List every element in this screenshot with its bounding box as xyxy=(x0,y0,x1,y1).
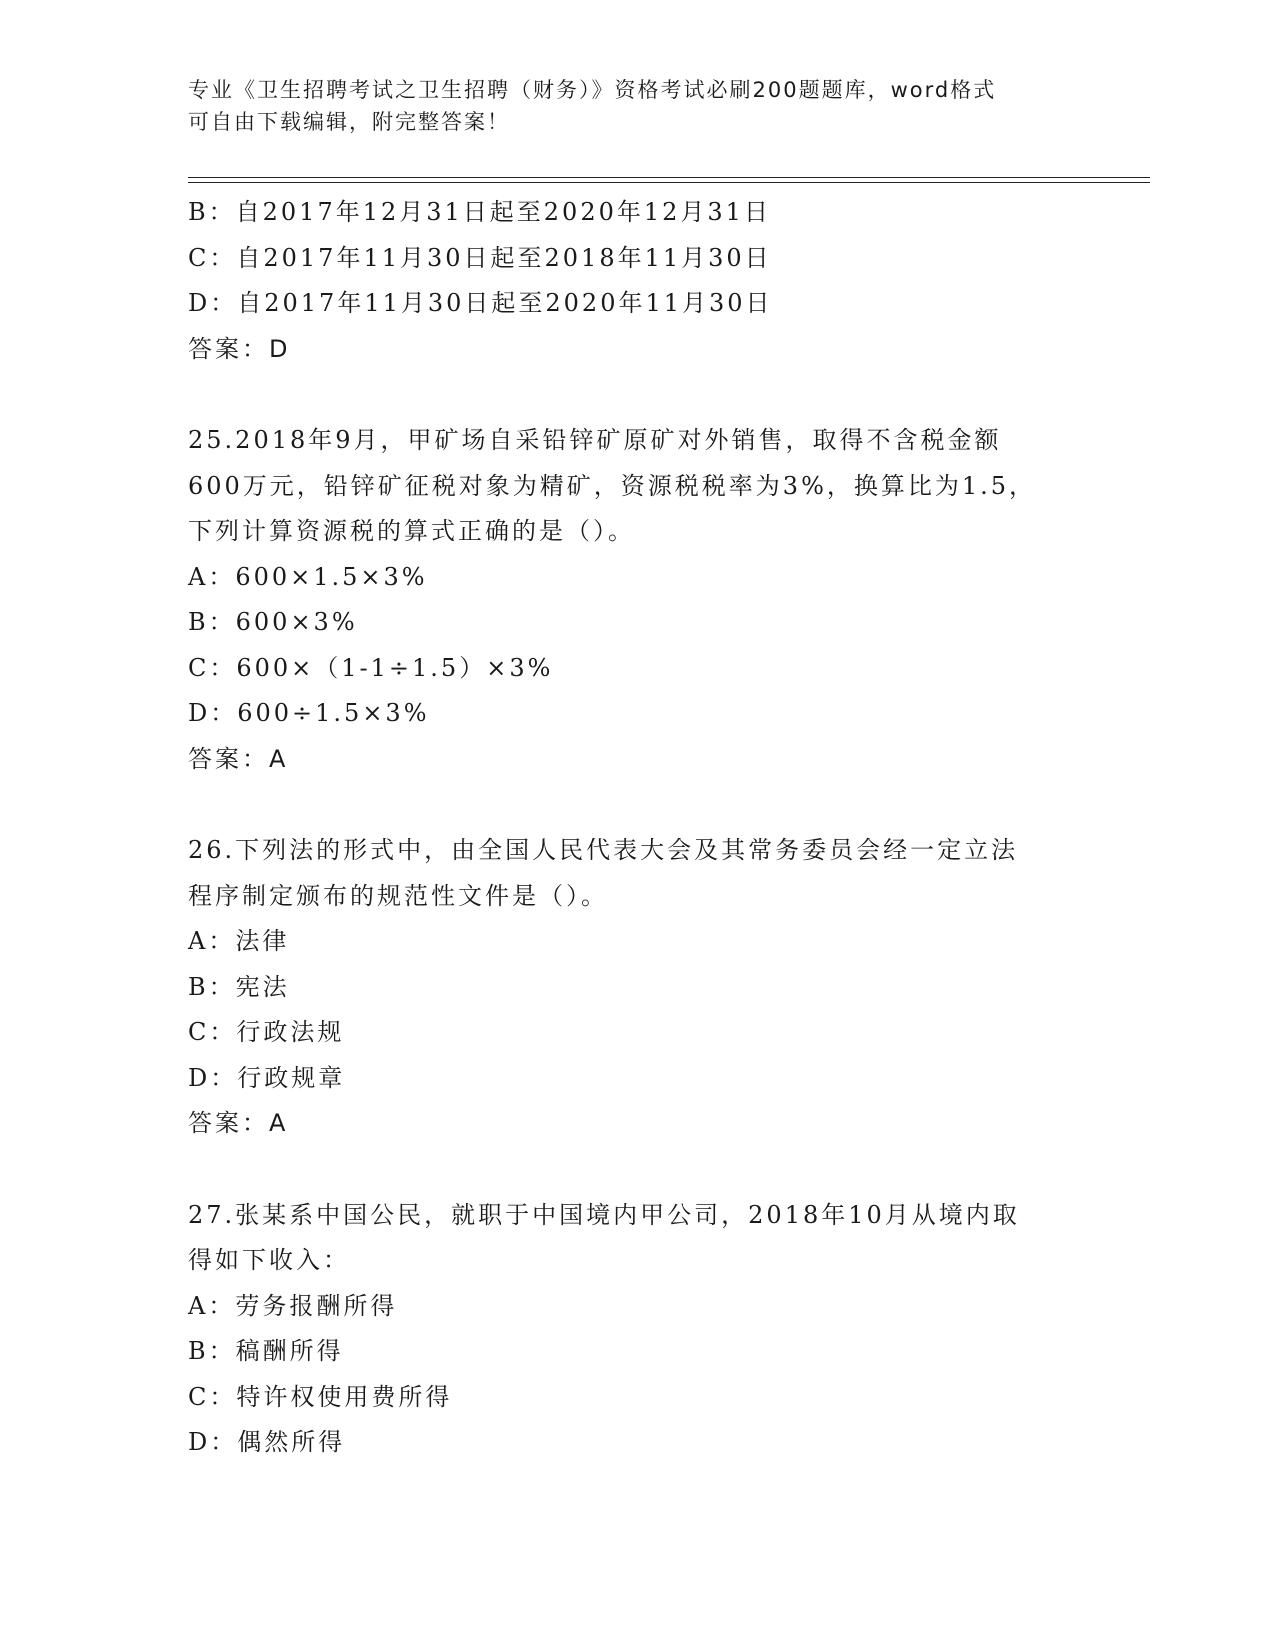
option-c: C：特许权使用费所得 xyxy=(188,1382,453,1411)
question-stem-line: 25.2018年9月，甲矿场自采铅锌矿原矿对外销售，取得不含税金额 xyxy=(188,426,1002,454)
question-24-tail xyxy=(188,190,1088,372)
option-d: D：600÷1.5×3% xyxy=(188,699,430,727)
option-c: C：行政法规 xyxy=(188,1018,345,1046)
header-line-1: 专业《卫生招聘考试之卫生招聘（财务）》资格考试必刷200题题库，word格式 xyxy=(188,78,997,102)
answer-line: 答案：D xyxy=(188,334,291,363)
question-stem-line: 600万元，铅锌矿征税对象为精矿，资源税税率为3%，换算比为1.5， xyxy=(188,471,1037,500)
option-a: A：法律 xyxy=(188,927,290,955)
question-stem-line: 下列计算资源税的算式正确的是（）。 xyxy=(188,517,635,545)
option-d: D：偶然所得 xyxy=(188,1428,346,1456)
question-list xyxy=(188,190,1088,1466)
option-b: B：稿酬所得 xyxy=(188,1337,344,1365)
question-26 xyxy=(188,828,1088,1147)
question-27 xyxy=(188,1193,1088,1466)
spacer xyxy=(188,372,1088,418)
answer-line: 答案：A xyxy=(188,744,289,773)
header-divider-bottom xyxy=(188,182,1150,183)
option-b: B：宪法 xyxy=(188,972,290,1001)
question-25 xyxy=(188,418,1088,782)
page-header xyxy=(188,74,1088,138)
answer-line: 答案：A xyxy=(188,1109,289,1137)
question-stem-line: 得如下收入： xyxy=(188,1246,350,1274)
question-stem-line: 程序制定颁布的规范性文件是（）。 xyxy=(188,881,608,910)
question-stem-line: 27.张某系中国公民，就职于中国境内甲公司，2018年10月从境内取 xyxy=(188,1200,1020,1229)
question-stem-line: 26.下列法的形式中，由全国人民代表大会及其常务委员会经一定立法 xyxy=(188,836,1019,864)
header-line-2: 可自由下载编辑，附完整答案！ xyxy=(188,110,510,134)
option-b: B：自2017年12月31日起至2020年12月31日 xyxy=(188,198,771,226)
option-d: D：自2017年11月30日起至2020年11月30日 xyxy=(188,289,773,317)
option-c: C：自2017年11月30日起至2018年11月30日 xyxy=(188,243,772,272)
spacer xyxy=(188,1147,1088,1193)
header-divider-top xyxy=(188,177,1150,178)
option-a: A：600×1.5×3% xyxy=(188,562,428,591)
spacer xyxy=(188,782,1088,828)
option-c: C：600×（1-1÷1.5）×3% xyxy=(188,653,554,682)
option-d: D：行政规章 xyxy=(188,1063,346,1092)
option-b: B：600×3% xyxy=(188,608,358,636)
option-a: A：劳务报酬所得 xyxy=(188,1291,398,1320)
